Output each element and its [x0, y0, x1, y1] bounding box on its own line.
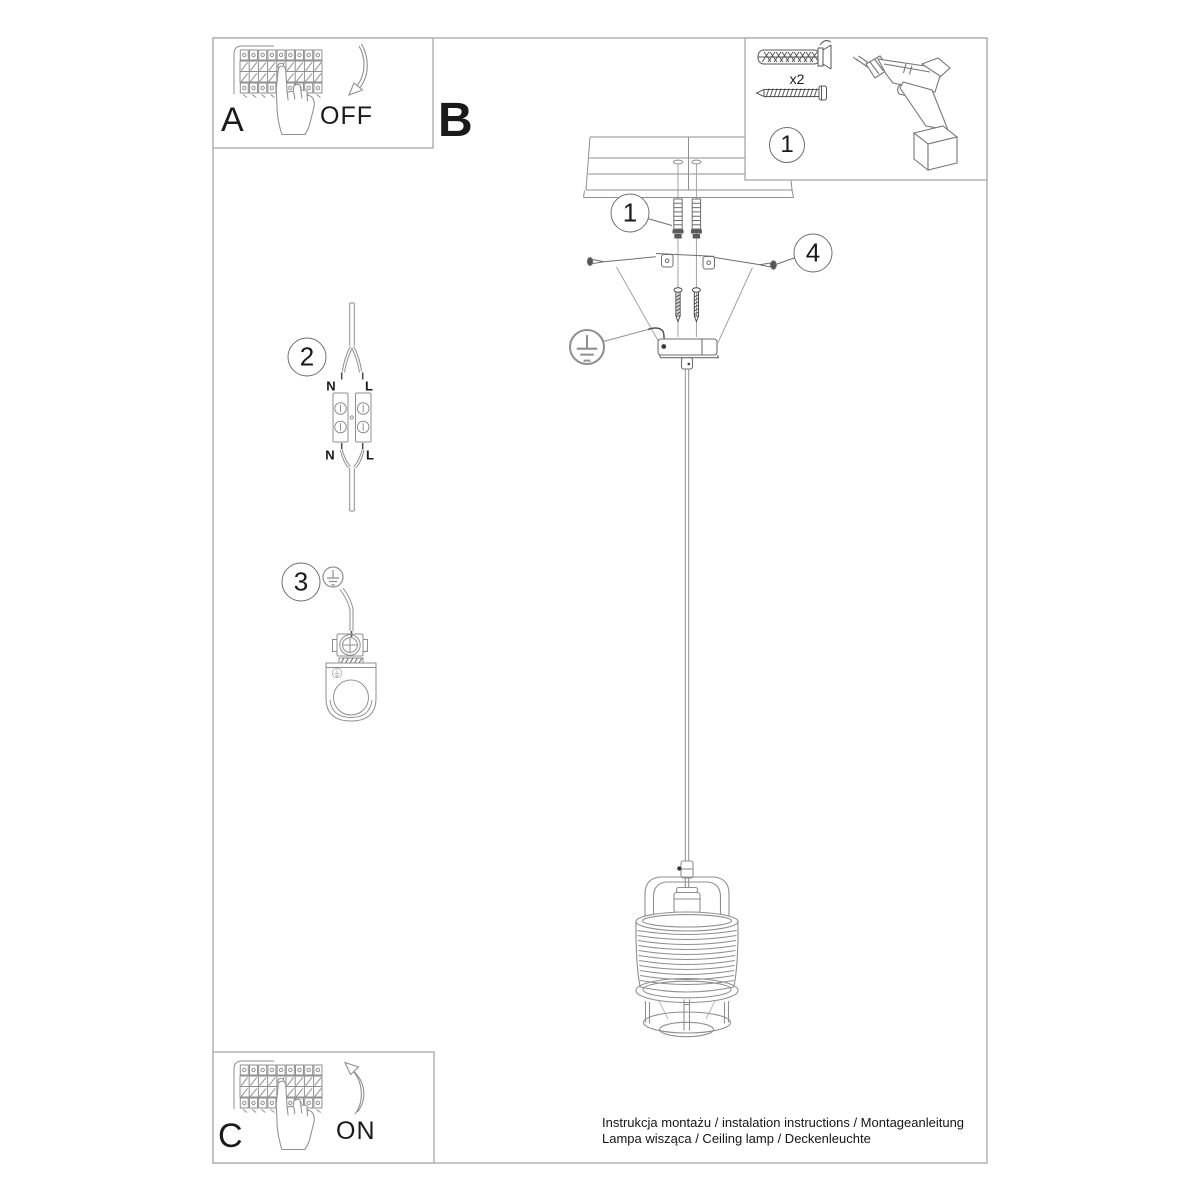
wiring-diagram [333, 303, 371, 511]
pendant-cord [685, 369, 688, 862]
section-b-label: B [438, 94, 473, 147]
bracket-screw-right-icon [760, 261, 777, 269]
on-label: ON [336, 1117, 376, 1145]
dowel-quantity-label: x2 [789, 71, 805, 87]
wire-label-n-bottom: N [325, 447, 335, 463]
wall-plugs-drawing [648, 199, 702, 239]
panel-c-box [213, 1052, 434, 1163]
ground-step-drawing [323, 567, 376, 721]
footer-title-line: Instrukcja montażu / instalation instructions / Montageanleitung [602, 1115, 965, 1130]
lamp-drawing [636, 861, 738, 1037]
panel-c-label: C [218, 1117, 243, 1155]
terminal-block-drawing [333, 393, 371, 442]
ground-bracket-drawing [326, 663, 376, 721]
wire-label-l-top: L [365, 378, 373, 394]
bracket-screw-left-icon [587, 258, 604, 266]
panel-a-box [213, 38, 433, 148]
alignment-lines [617, 164, 753, 343]
lamp-socket [674, 888, 700, 913]
lamp-coil-shade [636, 912, 738, 992]
step-4-badge: 4 [794, 234, 833, 273]
wire-label-n-top: N [326, 378, 336, 394]
step-2-badge: 2 [288, 338, 327, 377]
off-label: OFF [320, 102, 373, 130]
toolbox-step-badge: 1 [769, 127, 805, 163]
ground-terminal-drawing [333, 634, 368, 663]
step-1-badge: 1 [611, 194, 650, 233]
mounting-bracket-drawing [587, 254, 795, 270]
main-frame [213, 38, 987, 1163]
ground-symbol-icon [570, 330, 604, 364]
lamp-bottom-cage [636, 979, 738, 1037]
canopy-drawing [658, 339, 719, 369]
footer-product-line: Lampa wisząca / Ceiling lamp / Deckenleuchte [602, 1131, 871, 1146]
step-3-badge: 3 [282, 563, 321, 602]
wire-label-l-bottom: L [366, 447, 374, 463]
panel-a-label: A [221, 101, 244, 139]
